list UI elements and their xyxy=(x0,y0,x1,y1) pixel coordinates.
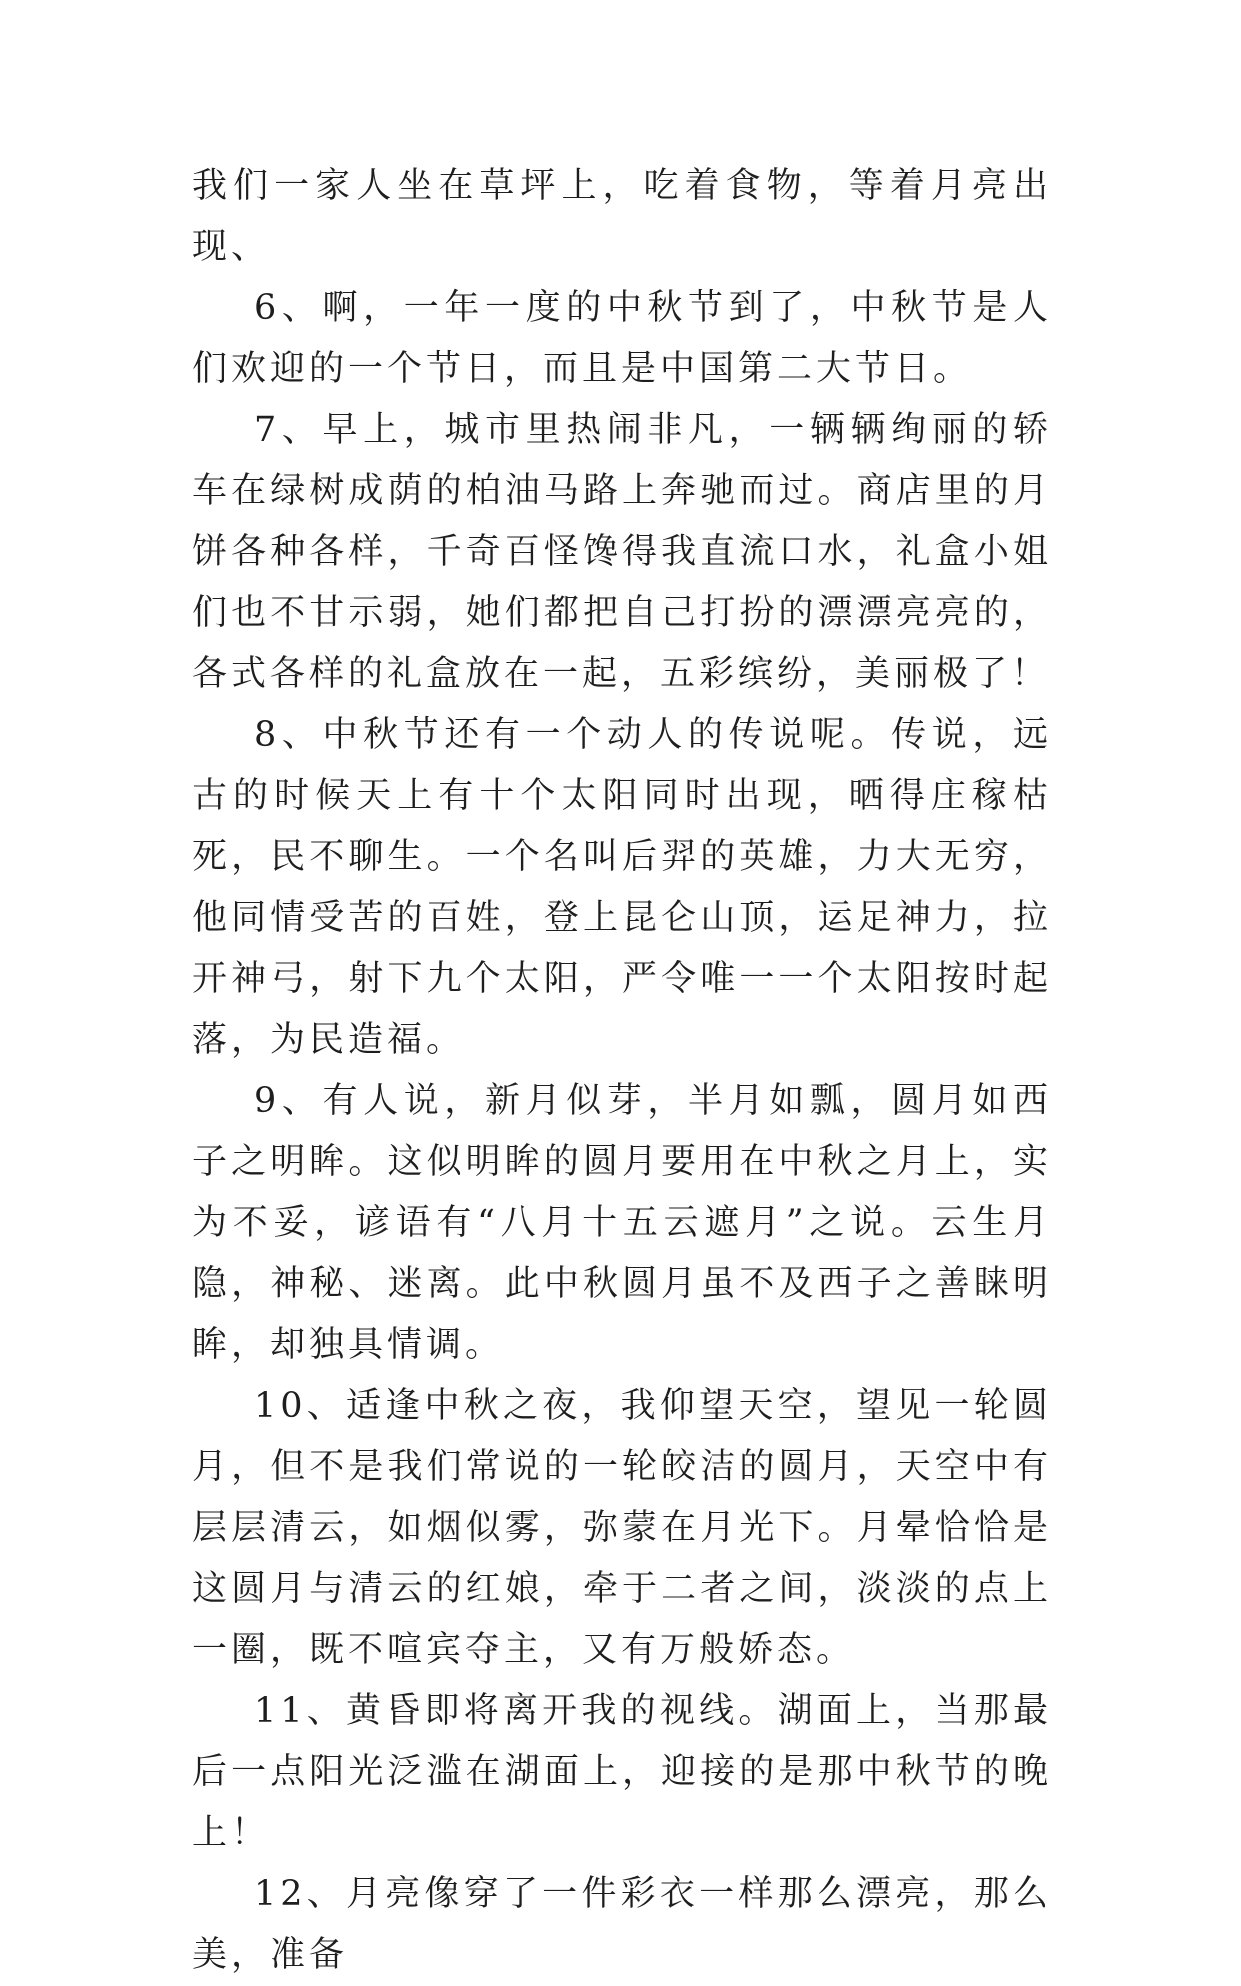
paragraph-6: 6、啊，一年一度的中秋节到了，中秋节是人们欢迎的一个节日，而且是中国第二大节日。 xyxy=(192,288,1052,389)
paragraph-11: 11、黄昏即将离开我的视线。湖面上，当那最后一点阳光泛滥在湖面上，迎接的是那中秋节的晚上！ xyxy=(192,1691,1052,1853)
paragraph-12: 12、月亮像穿了一件彩衣一样那么漂亮，那么美，准备 xyxy=(192,1874,1052,1975)
paragraph-8: 8、中秋节还有一个动人的传说呢。传说，远古的时候天上有十个太阳同时出现，晒得庄稼枯死，民不聊生。一个名叫后羿的英雄，力大无穷，他同情受苦的百姓，登上昆仑山顶，运足神力，拉开神弓，射下九个太阳，严令唯一一个太阳按时起落，为民造福。 xyxy=(192,715,1052,1060)
paragraph-9: 9、有人说，新月似芽，半月如瓢，圆月如西子之明眸。这似明眸的圆月要用在中秋之月上，实为不妥，谚语有“八月十五云遮月”之说。云生月隐，神秘、迷离。此中秋圆月虽不及西子之善睐明眸，却独具情调。 xyxy=(192,1081,1052,1365)
document-body xyxy=(192,156,1052,1986)
paragraph-10: 10、适逢中秋之夜，我仰望天空，望见一轮圆月，但不是我们常说的一轮皎洁的圆月，天空中有层层清云，如烟似雾，弥蒙在月光下。月晕恰恰是这圆月与清云的红娘，牵于二者之间，淡淡的点上一圈，既不喧宾夺主，又有万般娇态。 xyxy=(192,1386,1052,1670)
paragraph-7: 7、早上，城市里热闹非凡，一辆辆绚丽的轿车在绿树成荫的柏油马路上奔驰而过。商店里的月饼各种各样，千奇百怪馋得我直流口水，礼盒小姐们也不甘示弱，她们都把自己打扮的漂漂亮亮的，各式各样的礼盒放在一起，五彩缤纷，美丽极了！ xyxy=(192,410,1052,694)
paragraph-continuation: 我们一家人坐在草坪上，吃着食物，等着月亮出现、 xyxy=(192,166,1052,267)
